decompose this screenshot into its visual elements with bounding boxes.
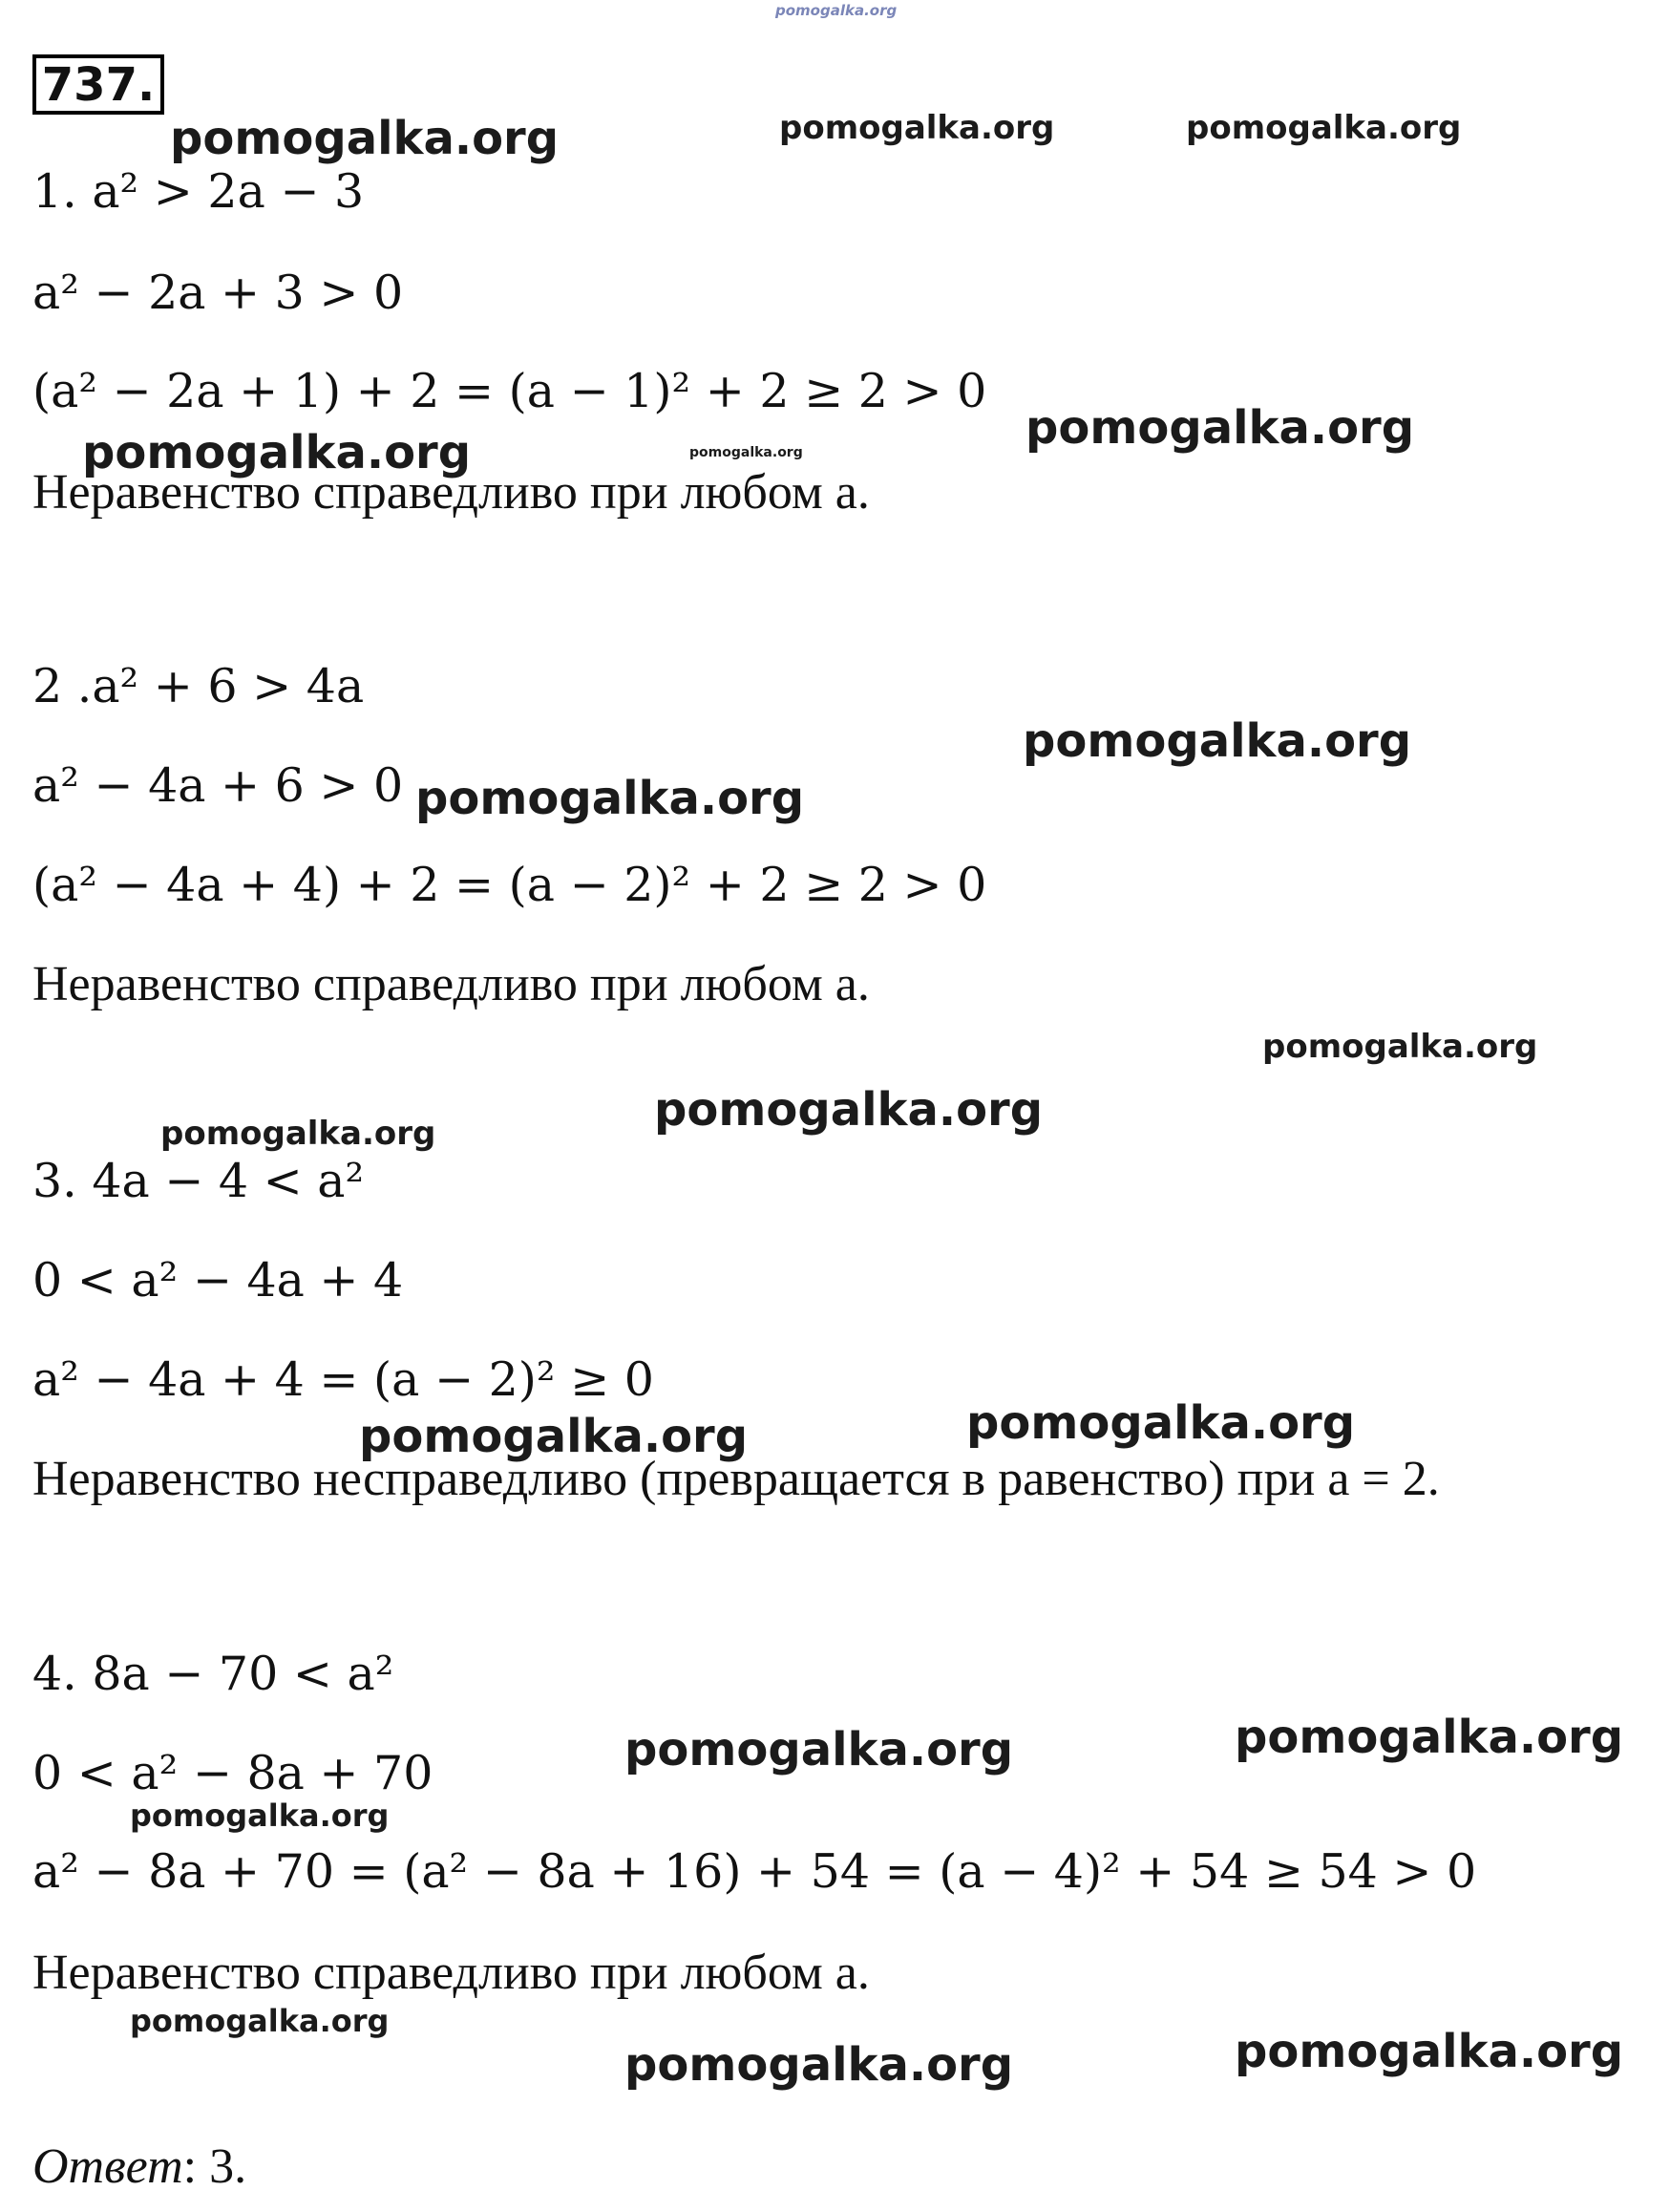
watermark: pomogalka.org: [160, 1115, 436, 1153]
watermark: pomogalka.org: [170, 112, 560, 165]
watermark: pomogalka.org: [1262, 1028, 1538, 1066]
part-3-step-1: 0 < a² − 4a + 4: [32, 1253, 404, 1308]
watermark: pomogalka.org: [359, 1410, 749, 1463]
part-1-step-2: (a² − 2a + 1) + 2 = (a − 1)² + 2 ≥ 2 > 0: [32, 364, 987, 418]
part-1-conclusion: Неравенство справедливо при любом a.: [32, 465, 870, 520]
watermark: pomogalka.org: [82, 426, 472, 479]
watermark: pomogalka.org: [1025, 401, 1415, 455]
watermark-top: pomogalka.org: [775, 2, 898, 19]
part-4-inequality: 4. 8a − 70 < a²: [32, 1647, 394, 1701]
part-4-step-1: 0 < a² − 8a + 70: [32, 1746, 433, 1800]
part-3-conclusion: Неравенство несправедливо (превращается в равенство) при a = 2.: [32, 1452, 1440, 1506]
part-2-step-2: (a² − 4a + 4) + 2 = (a − 2)² + 2 ≥ 2 > 0: [32, 858, 987, 912]
part-3-step-2: a² − 4a + 4 = (a − 2)² ≥ 0: [32, 1352, 654, 1407]
watermark: pomogalka.org: [1023, 714, 1412, 768]
watermark: pomogalka.org: [1235, 1711, 1624, 1764]
watermark: pomogalka.org: [654, 1083, 1044, 1137]
part-2-step-1: a² − 4a + 6 > 0: [32, 758, 404, 813]
answer-label: Ответ: [32, 2139, 183, 2194]
answer: [32, 2139, 247, 2194]
watermark: pomogalka.org: [624, 1723, 1014, 1776]
part-4-step-2: a² − 8a + 70 = (a² − 8a + 16) + 54 = (a − 4)² + 54 ≥ 54 > 0: [32, 1844, 1477, 1899]
part-3-inequality: 3. 4a − 4 < a²: [32, 1154, 365, 1208]
part-2-inequality: 2 .a² + 6 > 4a: [32, 659, 365, 713]
watermark: pomogalka.org: [966, 1396, 1356, 1450]
task-number: 737.: [32, 54, 164, 115]
answer-value: : 3.: [182, 2139, 247, 2194]
part-2-conclusion: Неравенство справедливо при любом a.: [32, 957, 870, 1011]
watermark: pomogalka.org: [1186, 109, 1462, 147]
watermark: pomogalka.org: [624, 2038, 1014, 2092]
watermark: pomogalka.org: [779, 109, 1055, 147]
part-4-conclusion: Неравенство справедливо при любом a.: [32, 1946, 870, 2000]
part-1-inequality: 1. a² > 2a − 3: [32, 164, 365, 219]
watermark: pomogalka.org: [689, 445, 803, 460]
watermark: pomogalka.org: [415, 772, 805, 825]
part-1-step-1: a² − 2a + 3 > 0: [32, 266, 404, 320]
watermark: pomogalka.org: [130, 1797, 390, 1834]
watermark: pomogalka.org: [130, 2003, 390, 2039]
watermark: pomogalka.org: [1235, 2025, 1624, 2078]
